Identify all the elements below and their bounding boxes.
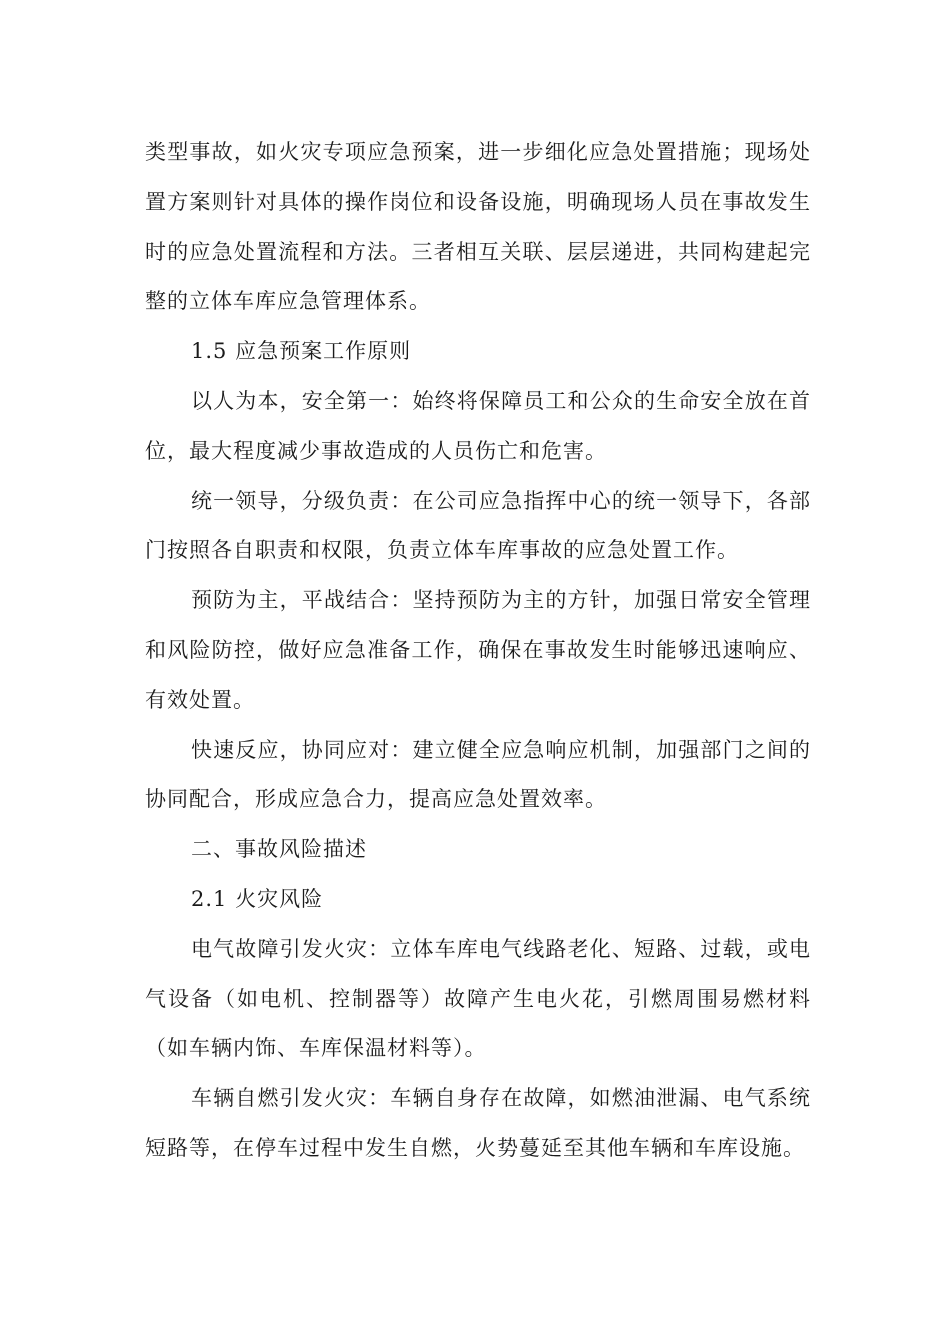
heading-2-1-fire-risk: 2.1 火灾风险 [191,886,324,911]
paragraph-quick-response: 快速反应，协同应对：建立健全应急响应机制，加强部门之间的协同配合，形成应急合力，提高应急处置效率。 [145,737,811,812]
heading-1-5-principles: 1.5 应急预案工作原则 [191,339,412,364]
paragraph-electrical-fire: 电气故障引发火灾：立体车库电气线路老化、短路、过载，或电气设备（如电机、控制器等）故障产生电火花，引燃周围易燃材料（如车辆内饰、车库保温材料等）。 [145,936,811,1061]
paragraph-unified-leadership: 统一领导，分级负责：在公司应急指挥中心的统一领导下，各部门按照各自职责和权限，负责立体车库事故的应急处置工作。 [145,488,811,563]
paragraph-vehicle-self-ignition: 车辆自燃引发火灾：车辆自身存在故障，如燃油泄漏、电气系统短路等，在停车过程中发生自燃，火势蔓延至其他车辆和车库设施。 [145,1086,811,1160]
document-body [145,128,811,1174]
paragraph-people-first: 以人为本，安全第一：始终将保障员工和公众的生命安全放在首位，最大程度减少事故造成的人员伤亡和危害。 [145,388,811,463]
heading-2-risk-description: 二、事故风险描述 [191,837,367,862]
paragraph-risk-system-summary: 类型事故，如火灾专项应急预案，进一步细化应急处置措施；现场处置方案则针对具体的操作岗位和设备设施，明确现场人员在事故发生时的应急处置流程和方法。三者相互关联、层层递进，共同构建起完整的立体车库应急管理体系。 [145,140,811,314]
paragraph-prevention-first: 预防为主，平战结合：坚持预防为主的方针，加强日常安全管理和风险防控，做好应急准备工作，确保在事故发生时能够迅速响应、有效处置。 [145,588,811,712]
